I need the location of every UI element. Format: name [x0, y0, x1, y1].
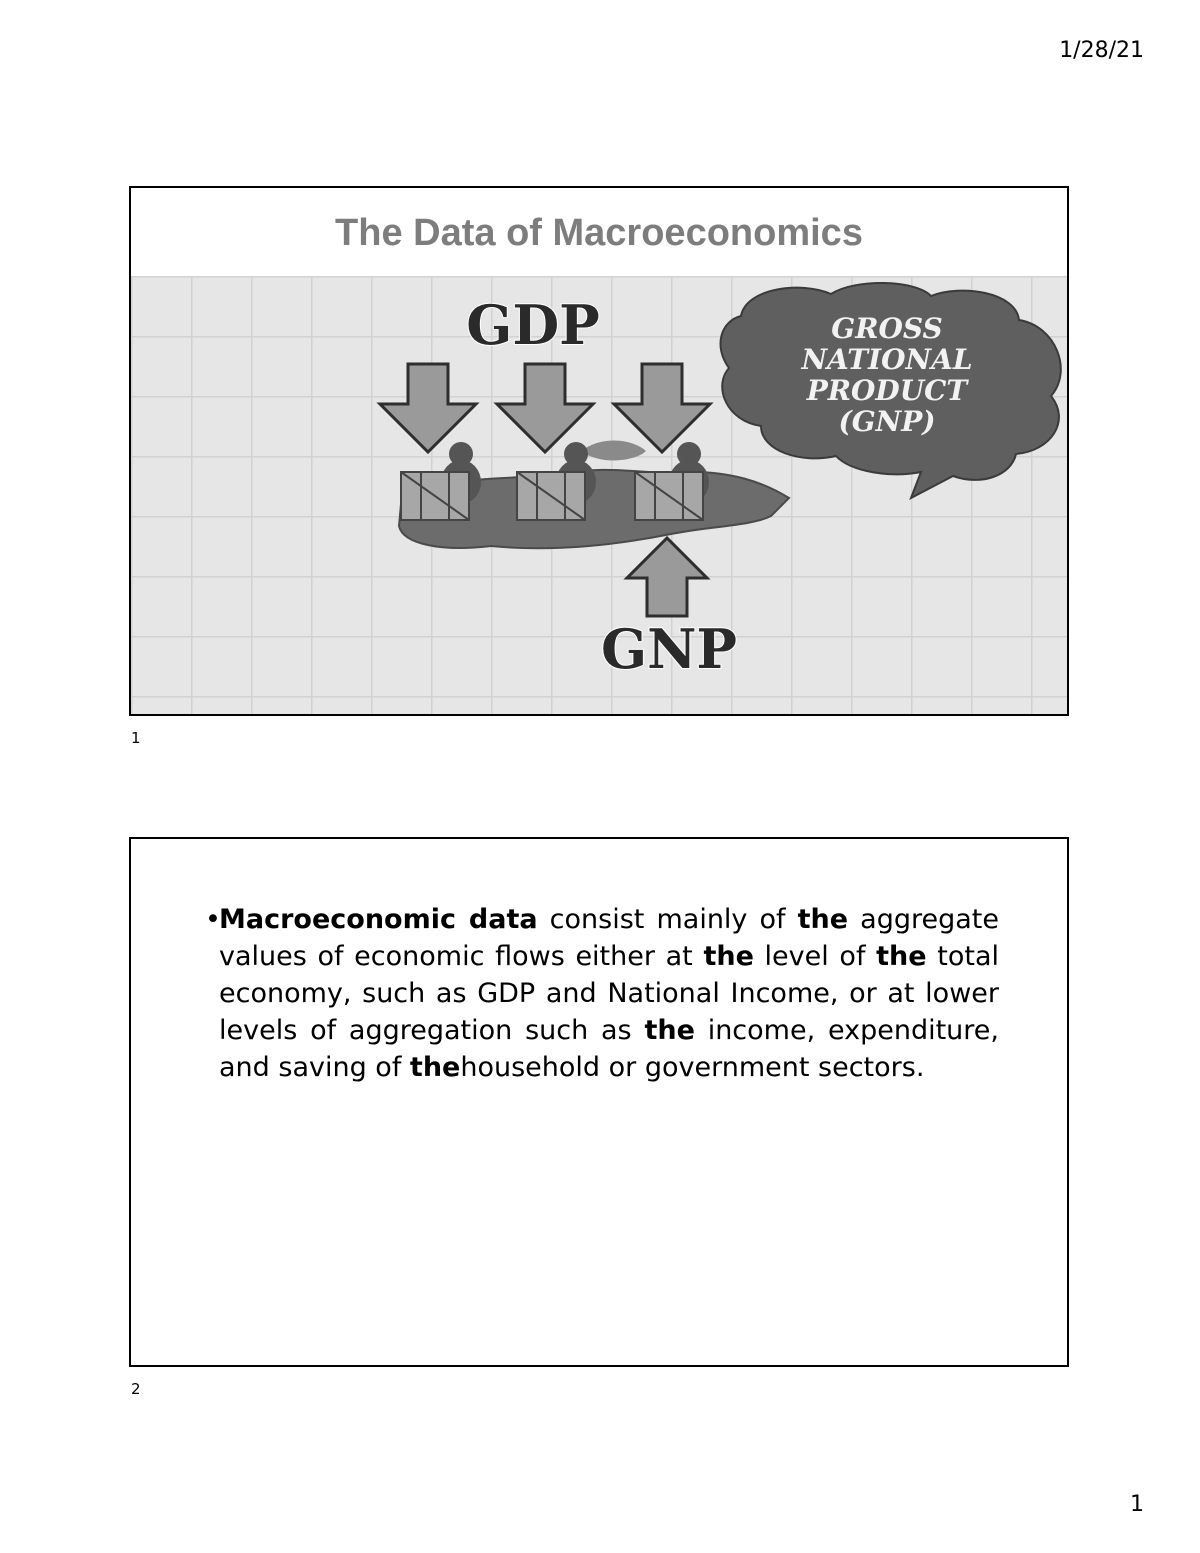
- slide-2: [129, 837, 1069, 1367]
- page-date: 1/28/21: [1059, 38, 1144, 63]
- bubble-line: GROSS: [831, 312, 943, 345]
- gdp-gnp-illustration: [131, 276, 1067, 714]
- crate-icon: [517, 472, 585, 520]
- slide-2-number: 2: [131, 1380, 141, 1398]
- bullet-paragraph: •Macroeconomic data consist mainly of the aggregate values of economic flows either at the level of the total economy, such as GDP and National Income, or at lower levels of aggregation such as the income, expenditure, and saving of thehousehold or government sectors.: [205, 904, 999, 1083]
- bold-text-run: the: [797, 904, 849, 935]
- crate-icon: [635, 472, 703, 520]
- bold-text-run: the: [703, 941, 754, 972]
- bold-text-run: Macroeconomic data: [219, 904, 538, 935]
- text-run: aggregate values of economic flows either at: [219, 904, 999, 972]
- text-run: consist mainly of: [537, 904, 798, 935]
- crate-icon: [401, 472, 469, 520]
- bold-text-run: the: [644, 1015, 695, 1046]
- bullet-text: [219, 904, 999, 1083]
- slide-1-title: The Data of Macroeconomics: [335, 212, 863, 254]
- bubble-line: NATIONAL: [801, 343, 973, 376]
- text-run: level of: [753, 941, 877, 972]
- text-run: total economy, such as GDP and National Income, or at lower levels of aggregation such as: [219, 941, 999, 1046]
- gnp-label: GNP: [600, 617, 738, 681]
- bubble-line: PRODUCT: [806, 374, 968, 407]
- gdp-label: GDP: [466, 293, 600, 357]
- bold-text-run: the: [409, 1052, 461, 1083]
- page-number: 1: [1130, 1492, 1144, 1517]
- slide-1: [129, 186, 1069, 716]
- text-run: household or government sectors.: [460, 1052, 925, 1083]
- bubble-line: (GNP): [838, 405, 936, 438]
- text-run: income, expenditure, and saving of: [219, 1015, 999, 1083]
- slide-1-number: 1: [131, 729, 141, 747]
- bold-text-run: the: [876, 941, 927, 972]
